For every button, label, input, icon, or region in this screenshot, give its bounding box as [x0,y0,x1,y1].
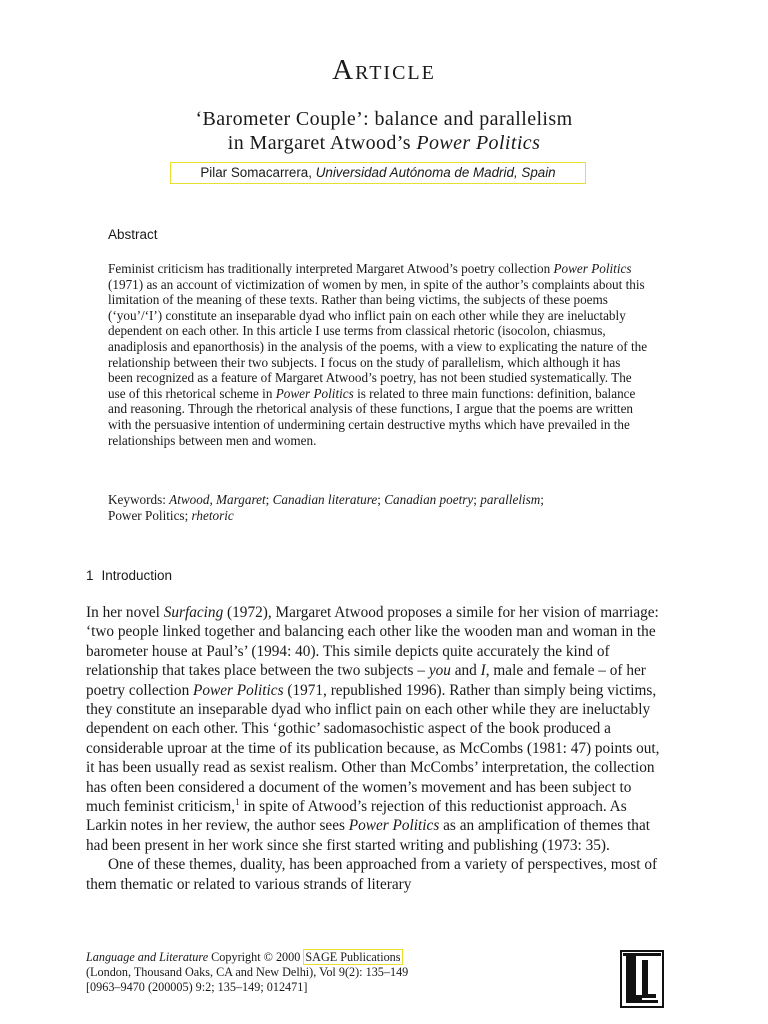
abstract-part: Feminist criticism has traditionally interpreted Margaret Atwood’s poetry collection [108,261,554,276]
abstract-italic: Power Politics [553,261,632,276]
abstract-part: is related to three main functions: definition, balance and reasoning. Through the rhetorical analysis of these functions, I argue that the poems are written with the persuasive intention of undermining certain destructive myths which have prevailed in the relationships between men and women. [108,385,636,448]
body-text: in spite of Atwood’s rejection of this reductionist approach. As Larkin notes in her review, the author sees [86,798,627,835]
keyword-separator: ; [265,492,273,507]
keyword-separator: ; [377,492,385,507]
article-type-heading: Article [332,54,436,86]
footnote-marker[interactable]: 1 [235,796,240,807]
keyword: Atwood, Margaret [169,492,266,507]
introduction-body [86,603,666,894]
title-line-2-text: in Margaret Atwood’s [227,132,417,154]
body-italic: Power Politics [193,681,284,699]
keyword: Canadian literature [272,492,378,507]
introduction-heading [86,568,172,583]
body-text: , male and female – of her poetry collection [86,662,646,699]
footer-line-2: (London, Thousand Oaks, CA and New Delhi), Vol 9(2): 135–149 [86,965,409,979]
author-name: Pilar Somacarrera, [200,165,316,180]
intro-paragraph-2: One of these themes, duality, has been approached from a variety of perspectives, most of them thematic or related to various strands of literary [86,856,658,893]
section-title: Introduction [101,568,173,583]
abstract-part: (1971) as an account of victimization of women by men, in spite of the author’s complaints about this limitation of the meaning of these texts. Rather than being victims, the subjects of these poems (‘you’/‘I’) constitute an inseparable dyad who inflict pain on each other while they are ineluctably dependent on each other. In this article I use terms from classical rhetoric (isocolon, chiasmus, anadiplosis and epanorthosis) in the analysis of the poems, with a view to explicating the nature of the relationship between their two subjects. I focus on the study of parallelism, which although it has been recognized as a feature of Margaret Atwood’s poetry, has not been studied systematically. The use of this rhetorical scheme in [108,276,648,401]
author-byline[interactable] [170,162,586,184]
footer-line-1 [86,950,566,965]
publisher-link[interactable]: SAGE Publications [305,950,401,964]
body-text: (1971, republished 1996). Rather than simply being victims, they constitute an inseparable dyad who inflict pain on each other while they are ineluctably dependent on each other. This ‘gothic’ sadomasochistic aspect of the book produced a considerable uproar at the time of its publication because, as McCombs (1981: 47) points out, it has been usually read as sexist realism. Other than McCombs’ interpretation, the collection has often been considered a document of the women’s movement and has been subject to much feminist criticism, [86,681,660,816]
keywords-label: Keywords: [108,492,170,507]
body-text: as an amplification of themes that had been present in her work since she first started writing and publishing (1973: 35). [86,817,650,854]
body-text: In her novel [86,604,164,621]
abstract-italic: Power Politics [275,385,354,401]
section-number: 1 [86,568,94,583]
abstract-text [108,261,648,448]
copyright-text: Copyright © 2000 [208,950,304,964]
keyword: Power Politics [108,508,185,523]
keyword: rhetoric [191,508,234,523]
title-line-1: ‘Barometer Couple’: balance and parallelism [195,108,573,130]
body-text: and [450,662,481,680]
keyword-separator: ; [540,492,544,507]
publication-footer [86,950,566,995]
keyword: parallelism [480,492,541,507]
title-italic: Power Politics [416,132,541,154]
body-italic: Surfacing [163,604,224,621]
body-italic: Power Politics [348,817,440,835]
abstract-heading: Abstract [108,227,158,242]
journal-logo-icon [620,950,664,1008]
keyword-separator: ; [184,508,192,523]
intro-paragraph-1 [86,603,666,855]
journal-name: Language and Literature [86,950,209,964]
body-italic: I [480,662,486,680]
body-text: (1972), Margaret Atwood proposes a simile for her vision of marriage: ‘two people linked together and balancing each other like the wooden man and woman in the barometer house at Paul’s’ (1994: 40). This simile depicts quite accurately the kind of relationship that takes place between the two subjects – [86,604,659,680]
footer-line-3: [0963–9470 (200005) 9:2; 135–149; 012471] [86,980,308,994]
keyword-separator: ; [473,492,481,507]
article-title [0,107,768,155]
keywords [108,492,648,524]
body-italic: you [428,662,451,680]
keyword: Canadian poetry [384,492,474,507]
author-affiliation: Universidad Autónoma de Madrid, Spain [315,165,556,180]
title-line-2 [0,131,768,155]
